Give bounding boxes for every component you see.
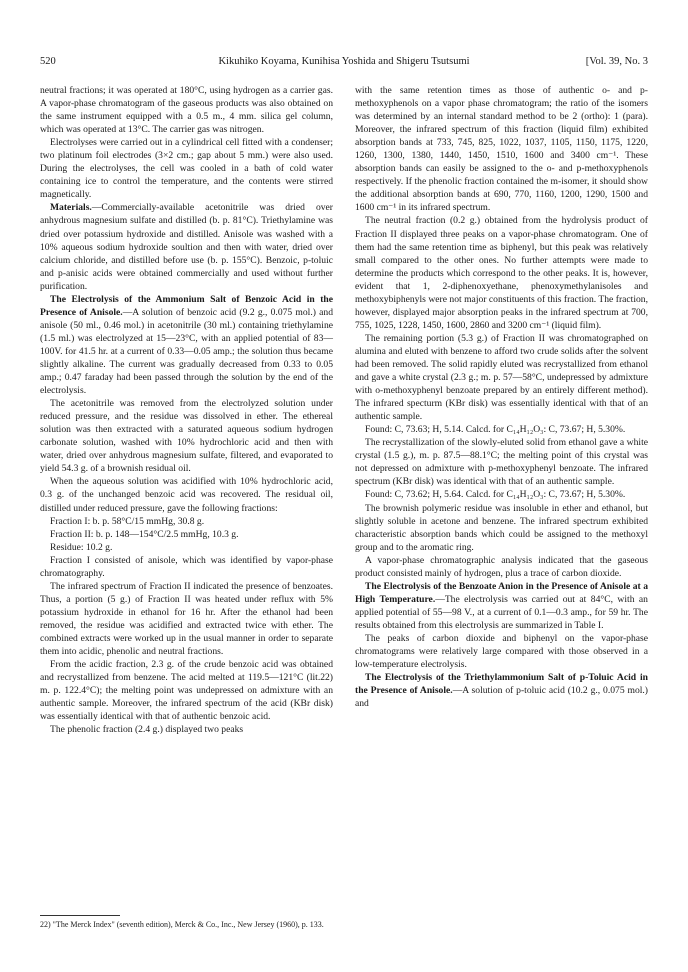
- footnote-rule: [40, 915, 120, 916]
- footnote-text: 22) "The Merck Index" (seventh edition), Merck & Co., Inc., New Jersey (1960), p. 133.: [40, 920, 324, 929]
- paragraph-text: Residue: 10.2 g.: [50, 541, 113, 553]
- left-column: [40, 84, 333, 736]
- paragraph-text: neutral fractions; it was operated at 180°C, using hydrogen as a carrier gas. A vapor-phase chromatogram of the gaseous products was also obtained on the same instrument equipped with a 0.5 m., 4 mm. silica gel column, which was operated at 13°C. The carrier gas was nitrogen.: [40, 85, 333, 136]
- paragraph-text: Found: C, 73.62; H, 5.64. Calcd. for C₁₄H₁₂O₃: C, 73.67; H, 5.30%.: [365, 489, 626, 501]
- paragraph: [355, 502, 648, 554]
- paragraph: [40, 201, 333, 292]
- author-line: Kikuhiko Koyama, Kunihisa Yoshida and Shigeru Tsutsumi: [218, 56, 470, 67]
- paragraph: [40, 397, 333, 475]
- paragraph-text: When the aqueous solution was acidified with 10% hydrochloric acid, 0.3 g. of the unchanged benzoic acid was recovered. The residual oil, distilled under reduced pressure, gave the following fractions:: [40, 476, 333, 514]
- paragraph-text: —A solution of p-toluic acid (10.2 g., 0.075 mol.) and: [355, 685, 649, 710]
- section-heading: Materials.: [50, 202, 92, 214]
- paragraph-text: —The electrolysis was carried out at 84°C, with an applied potential of 55—98 V., at a current of 0.1—0.3 amp., for 59 hr. The results obtained from this electrolysis are summarized in Table I.: [355, 593, 648, 631]
- paragraph-text: The peaks of carbon dioxide and biphenyl on the vapor-phase chromatograms were relatively large compared with those observed in a low-temperature electrolysis.: [355, 632, 648, 671]
- paragraph: [355, 332, 648, 423]
- paragraph-text: with the same retention times as those of authentic o- and p-methoxyphenols on a vapor phase chromatogram; the ratio of the isomers was determined by an internal standard method to be 2 (ortho): 1 (para). Moreover, the infrared spectrum of this fraction (liquid film) exhibited absorption bands at 733, 745, 825, 1022, 1037, 1105, 1150, 1175, 1220, 1260, 1300, 1380, 1440, 1450, 1510, 1600 and 3400 cm⁻¹. These absorption bands can easily be assigned to the o- and p-methoxyphenols respectively. If the phenolic fraction contained the m-isomer, it should show the additional absorption bands at 690, 770, 1160, 1200, 1290, 1500 and 1600 cm⁻¹ in its infrared spectrum.: [355, 85, 648, 214]
- running-header: [40, 56, 648, 72]
- paragraph: [355, 488, 648, 501]
- paragraph-text: The infrared spectrum of Fraction II indicated the presence of benzoates. Thus, a portion (5 g.) of Fraction II was heated under reflux with 5% potassium hydroxide in ethanol for 16 hr. After the ethanol had been removed, the residue was acidified and extracted twice with ether. The combined extracts were worked up in the usual manner in order to separate them into acidic, phenolic and neutral fractions.: [40, 580, 333, 658]
- paragraph-text: The recrystallization of the slowly-eluted solid from ethanol gave a white crystal (1.5 g.), m. p. 87.5—88.1°C; the melting point of this crystal was not depressed on admixture with p-methoxyphenyl benzoate. The infrared spectrum (KBr disk) was identical with that of an authentic sample.: [355, 437, 648, 488]
- section-heading: The Electrolysis of the Benzoate Anion in the Presence of Anisole at a High Temperature.: [355, 580, 648, 605]
- paragraph: [40, 723, 333, 736]
- paragraph-text: Found: C, 73.63; H, 5.14. Calcd. for C₁₄H₁₂O₃: C, 73.67; H, 5.30%.: [365, 424, 626, 436]
- paragraph: [40, 136, 333, 201]
- paragraph-text: Fraction II: b. p. 148—154°C/2.5 mmHg, 10.3 g.: [50, 528, 239, 540]
- paragraph: [355, 671, 648, 710]
- paragraph: [355, 580, 648, 632]
- paragraph: [355, 84, 648, 214]
- paragraph: [355, 436, 648, 488]
- paragraph: [355, 554, 648, 580]
- paragraph: [40, 293, 333, 397]
- section-heading: The Electrolysis of the Triethylammonium Salt of p-Toluic Acid in the Presence of Anisole.: [355, 672, 648, 697]
- paragraph-text: The neutral fraction (0.2 g.) obtained from the hydrolysis product of Fraction II displayed three peaks on a vapor-phase chromatogram. One of them had the same retention time as biphenyl, but this peak was relatively small compared to the other ones. No further attempts were made to determine the products which correspond to the other peaks. It is, however, evident that 1, 2-diphenoxyethane, phenoxymethylanisoles and methoxybiphenyls were not major constituents of this fraction. The fraction, however, displayed major absorption peaks in the infrared spectrum at 700, 755, 1025, 1228, 1450, 1600, 2860 and 3200 cm⁻¹ (liquid film).: [355, 215, 648, 331]
- paragraph-text: —A solution of benzoic acid (9.2 g., 0.075 mol.) and anisole (50 ml., 0.46 mol.) in acetonitrile (30 ml.) containing triethylamine (1.5 ml.) was electrolyzed at 15—23°C, with an applied potential of 83—100V. for 41.5 hr. at a current of 0.33—0.05 amp.; the solution thus became slightly alkaline. The current was gradually decreased from 0.33 to 0.05 amp.; 0.47 faraday had been passed through the solution by the end of the electrolysis.: [40, 306, 333, 397]
- paragraph-text: Fraction I: b. p. 58°C/15 mmHg, 30.8 g.: [50, 515, 205, 527]
- footnote: [40, 920, 333, 931]
- right-column: [355, 84, 648, 710]
- paragraph-text: Electrolyses were carried out in a cylindrical cell fitted with a condenser; two platinum foil electrodes (3×2 cm.; gap about 5 mm.) were also used. During the electrolyses, the cell was cooled in a bath of cold water containing ice to control the temperature, and the contents were stirred magnetically.: [40, 137, 333, 201]
- paragraph-text: —Commercially-available acetonitrile was dried over anhydrous magnesium sulfate and distilled (b. p. 81°C). Triethylamine was dried over potassium hydroxide and distilled. Anisole was washed with a 10% aqueous sodium hydroxide soultion and then with water, dried over calcium chloride, and distilled before use (b. p. 155°C). Benzoic, p-toluic and p-anisic acids were obtained commercially and used without further purification.: [40, 202, 333, 292]
- paragraph: [355, 214, 648, 331]
- paragraph: [40, 475, 333, 514]
- page-number: 520: [40, 56, 56, 67]
- paragraph-text: The acetonitrile was removed from the electrolyzed solution under reduced pressure, and the residue was dissolved in ether. The ethereal solution was then extracted with a saturated aqueous sodium hydrogen carbonate solution, washed with 10% hydrochloric acid and then with water, dried over anhydrous magnesium sulfate, filtered, and evaporated to yield 54.3 g. of a brownish residual oil.: [40, 398, 333, 475]
- paragraph-text: The remaining portion (5.3 g.) of Fraction II was chromatographed on alumina and eluted with benzene to afford two crude solids after the solvent had been removed. The solid rapidly eluted was recrystallized from ethanol and gave a white crystal (2.3 g.; m. p. 57—58°C, undepressed by admixture with o-methoxyphenyl benzoate prepared by an entirely different method). The infrared specturm (KBr disk) was essentially identical with that of an authentic sample.: [355, 332, 648, 423]
- paragraph: [40, 84, 333, 136]
- paragraph-text: From the acidic fraction, 2.3 g. of the crude benzoic acid was obtained and recrystallized from benzene. The acid melted at 119.5—121°C (lit.22) m. p. 122.4°C); the melting point was undepressed on admixture with an authentic sample. Moreover, the infrared spectrum of the acid (KBr disk) was essentially identical with that of authentic benzoic acid.: [40, 659, 333, 723]
- paragraph: [40, 554, 333, 580]
- volume-info: [Vol. 39, No. 3: [585, 56, 648, 67]
- paragraph: [355, 632, 648, 671]
- paragraph: [40, 580, 333, 658]
- paragraph: [40, 528, 333, 541]
- paragraph: [40, 515, 333, 528]
- paragraph-text: The phenolic fraction (2.4 g.) displayed two peaks: [50, 724, 244, 736]
- paragraph-text: The brownish polymeric residue was insoluble in ether and ethanol, but slightly soluble in acetone and benzene. The infrared spectrum exhibited characteristic absorption bands which could be assigned to the methoxyl group and to the aromatic ring.: [355, 502, 648, 553]
- paragraph: [40, 658, 333, 723]
- section-heading: The Electrolysis of the Ammonium Salt of Benzoic Acid in the Presence of Anisole.: [40, 293, 333, 318]
- paragraph: [355, 423, 648, 436]
- paragraph-text: A vapor-phase chromatographic analysis indicated that the gaseous product consisted mainly of hydrogen, plus a trace of carbon dioxide.: [355, 554, 648, 579]
- paragraph-text: Fraction I consisted of anisole, which was identified by vapor-phase chromatography.: [40, 554, 333, 579]
- paragraph: [40, 541, 333, 554]
